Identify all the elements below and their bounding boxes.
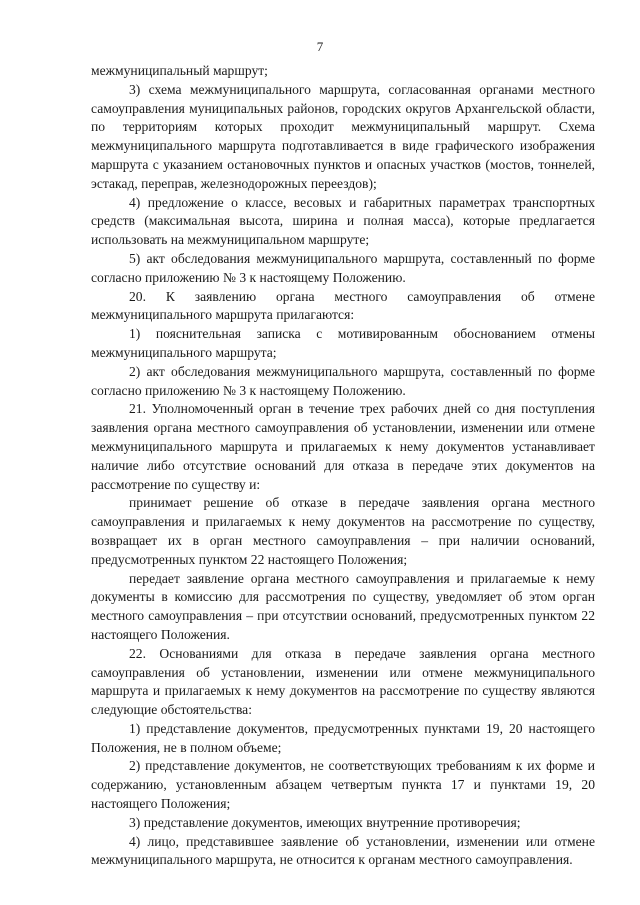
paragraph-clause-21-refusal: принимает решение об отказе в передаче заявления органа местного самоуправления и прилагаемых к нему документов на рассмотрение по существу, возвращает их в орган местного самоуправления – при наличии оснований, предусмотренных пунктом 22 настоящего Положения; (91, 495, 595, 567)
paragraph-item-4: 4) предложение о классе, весовых и габаритных параметрах транспортных средств (максимальная высота, ширина и полная масса), которые предлагается использовать на межмуниципальном маршруте; (91, 194, 595, 248)
page-number: 7 (316, 39, 324, 54)
paragraph-clause-22-item-2: 2) представление документов, не соответствующих требованиям к их форме и содержанию, установленным абзацем четвертым пункта 17 и пунктами 19, 20 настоящего Положения; (91, 758, 595, 812)
paragraph-clause-21: 21. Уполномоченный орган в течение трех рабочих дней со дня поступления заявления органа местного самоуправления об установлении, изменении или отмене межмуниципального маршрута и прилагаемых к нему документов устанавливает наличие либо отсутствие оснований для отказа в передаче этих документов на рассмотрение по существу и: (91, 401, 595, 492)
paragraph-clause-20-item-1: 1) пояснительная записка с мотивированным обоснованием отмены межмуниципального маршрута; (91, 326, 595, 360)
paragraph-item-3: 3) схема межмуниципального маршрута, согласованная органами местного самоуправления муниципальных районов, городских округов Архангельской области, по территориям которых проходит межмуниципальный маршрут. Схема межмуниципального маршрута подготавливается в виде графического изображения маршрута с указанием остановочных пунктов и опасных участков (мостов, тоннелей, эстакад, переправ, железнодорожных переездов); (91, 81, 595, 191)
paragraph-clause-20-item-2: 2) акт обследования межмуниципального маршрута, составленный по форме согласно приложению № 3 к настоящему Положению. (91, 363, 595, 398)
paragraph-continuation: межмуниципальный маршрут; (91, 63, 268, 78)
paragraph-clause-22-item-4: 4) лицо, представившее заявление об установлении, изменении или отмене межмуниципального маршрута, не относится к органам местного самоуправления. (91, 833, 595, 868)
document-body (91, 62, 595, 870)
paragraph-clause-21-transfer: передает заявление органа местного самоуправления и прилагаемые к нему документы в комиссию для рассмотрения по существу, уведомляет об этом орган местного самоуправления – при отсутствии оснований, предусмотренных пунктом 22 настоящего Положения. (91, 570, 595, 642)
paragraph-item-5: 5) акт обследования межмуниципального маршрута, составленный по форме согласно приложению № 3 к настоящему Положению. (91, 250, 595, 285)
paragraph-clause-20: 20. К заявлению органа местного самоуправления об отмене межмуниципального маршрута прилагаются: (91, 288, 595, 323)
paragraph-clause-22-item-3: 3) представление документов, имеющих внутренние противоречия; (129, 814, 521, 830)
paragraph-clause-22-item-1: 1) представление документов, предусмотренных пунктами 19, 20 настоящего Положения, не в полном объеме; (91, 720, 595, 755)
paragraph-clause-22: 22. Основаниями для отказа в передаче заявления органа местного самоуправления об установлении, изменении или отмене межмуниципального маршрута и прилагаемых к нему документов на рассмотрение по существу являются следующие обстоятельства: (91, 645, 595, 718)
